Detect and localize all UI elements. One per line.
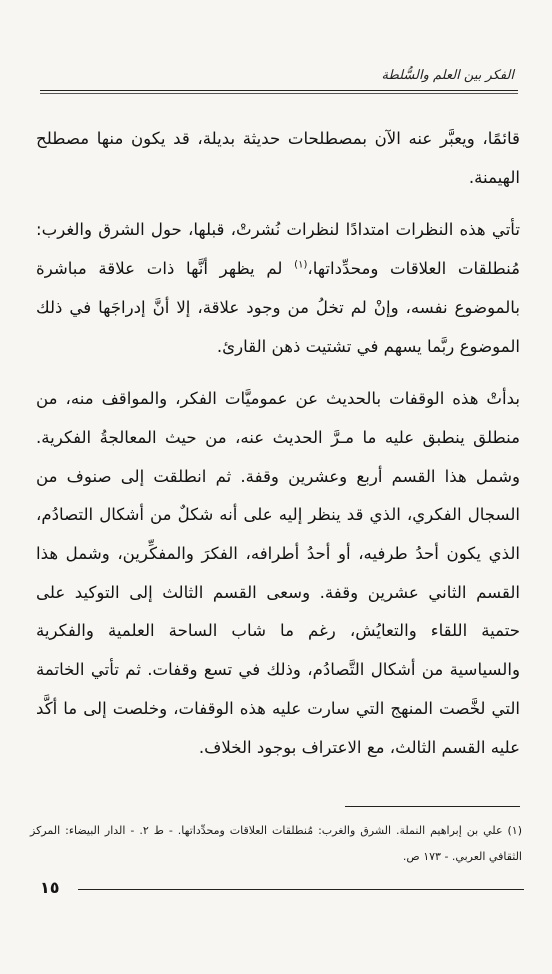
footer-rule: [78, 889, 524, 890]
page-footer: [40, 878, 524, 902]
running-title: الفكر بين العلم والسُّلطة: [381, 68, 514, 83]
paragraph-2: [36, 211, 520, 366]
paragraph-1: قائمًا، ويعبَّر عنه الآن بمصطلحات حديثة بديلة، قد يكون منها مصطلح الهيمنة.: [36, 129, 520, 187]
footnote-reference[interactable]: (١): [294, 259, 308, 271]
header-rule-thin: [40, 93, 518, 94]
paragraph-3: بدأتْ هذه الوقفات بالحديث عن عموميَّات الفكر، والمواقف منه، من منطلق ينطبق عليه ما مـرَّ الحديث عنه، من حيث المعالجةُ الفكرية. وشمل هذا القسم أربع وعشرين وقفة. ثم انطلقت إلى صنوف من السجال الفكري، الذي قد ينظر إليه على أنه شكلٌ من أشكال التصادُم، الذي يكون أحدُ طرفيه، أو أحدُ أطرافه، الفكرَ والمفكِّرين، وشمل هذا القسم الثاني عشرين وقفة. وسعى القسم الثالث إلى التوكيد على حتمية اللقاء والتعايُش، رغم ما شاب الساحة العلمية والفكرية والسياسية من أشكال التَّصادُم، وذلك في تسع وقفات. ثم تأتي الخاتمة التي لخَّصت المنهج التي سارت عليه هذه الوقفات، وخلصت إلى ما أكَّد عليه القسم الثالث، مع الاعتراف بوجود الخلاف.: [36, 389, 520, 757]
paragraph-2-part-1: تأتي هذه النظرات امتدادًا لنظرات نُشرتْ، قبلها، حول الشرق والغرب: مُنطلقات العلاقات ومحدِّداتها،: [36, 220, 520, 279]
footnote-rule: [345, 806, 520, 807]
body-text: [36, 120, 520, 767]
footnote: (١) علي بن إبراهيم النملة. الشرق والغرب: مُنطلقات العلاقات ومحدِّداتها. - ط ٢. - الدار البيضاء: المركز الثقافي العربي. - ١٧٣ ص.: [30, 824, 522, 863]
page-number: ١٥: [40, 878, 60, 897]
paragraph-2-part-2: لم يظهر أنَّها ذات علاقة مباشرة بالموضوع نفسه، وإنْ لم تخلُ من وجود علاقة، إلا أنَّ إدراجَها في ذلك الموضوع ربَّما يسهم في تشتيت ذهن القارئ.: [36, 259, 520, 356]
header-rule: [40, 90, 518, 91]
running-header: [40, 68, 518, 94]
